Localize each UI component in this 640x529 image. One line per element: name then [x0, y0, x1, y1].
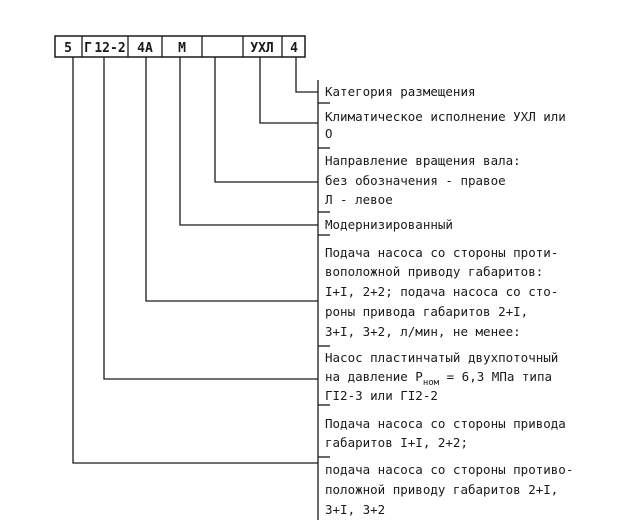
supply-a-line-3: I+I, 2+2; подача насоса со сто- — [325, 284, 559, 299]
supply-b-line-5: 3+I, 3+2 — [325, 502, 386, 517]
climatic-line-1: Климатическое исполнение УХЛ или — [325, 109, 566, 124]
placement-category-text: Категория размещения — [325, 84, 476, 99]
leader-placement — [296, 57, 318, 92]
rotation-line-2: без обозначения - правое — [325, 173, 506, 188]
code-cell-type-letter: Г — [84, 41, 92, 56]
supply-a-line-5: 3+I, 3+2, л/мин, не менее: — [325, 324, 521, 339]
modernized-text: Модернизированный — [325, 217, 453, 232]
supply-a-line-4: роны привода габаритов 2+I, — [325, 304, 529, 319]
pump-line-2-prefix: на давление P — [325, 369, 423, 384]
code-cell-climatic: УХЛ — [250, 41, 274, 56]
pump-line-2-subscript: ном — [422, 378, 440, 388]
leader-rotation — [215, 57, 318, 182]
pump-line-2-suffix: = 6,3 МПа типа — [439, 369, 552, 384]
supply-a-line-1: Подача насоса со стороны проти- — [325, 245, 559, 260]
code-cell-type-number: 12-2 — [94, 41, 126, 56]
supply-b-line-4: положной приводу габаритов 2+I, — [325, 482, 559, 497]
rotation-line-3: Л - левое — [325, 192, 393, 207]
code-cell-modernized: М — [178, 41, 186, 56]
leader-lines — [73, 57, 318, 463]
leader-climatic — [260, 57, 318, 123]
leader-supply-b — [73, 57, 318, 463]
supply-b-line-3: подача насоса со стороны противо- — [325, 462, 574, 477]
pump-line-3: ГI2-3 или ГI2-2 — [325, 388, 438, 403]
leader-modernized — [180, 57, 318, 225]
supply-a-line-2: воположной приводу габаритов: — [325, 264, 544, 279]
descriptions — [325, 84, 573, 517]
supply-b-line-2: габаритов I+I, 2+2; — [325, 435, 468, 450]
code-row — [55, 36, 305, 57]
pump-line-2 — [325, 369, 552, 388]
code-cell-series: 5 — [64, 41, 72, 56]
code-cell-supply: 4А — [137, 41, 153, 56]
pump-line-1: Насос пластинчатый двухпоточный — [325, 350, 559, 365]
leader-pump — [104, 57, 318, 379]
code-cell-placement: 4 — [290, 41, 298, 56]
climatic-line-2: О — [325, 126, 333, 141]
supply-b-line-1: Подача насоса со стороны привода — [325, 416, 566, 431]
rotation-line-1: Направление вращения вала: — [325, 153, 521, 168]
leader-supply-a — [146, 57, 318, 301]
